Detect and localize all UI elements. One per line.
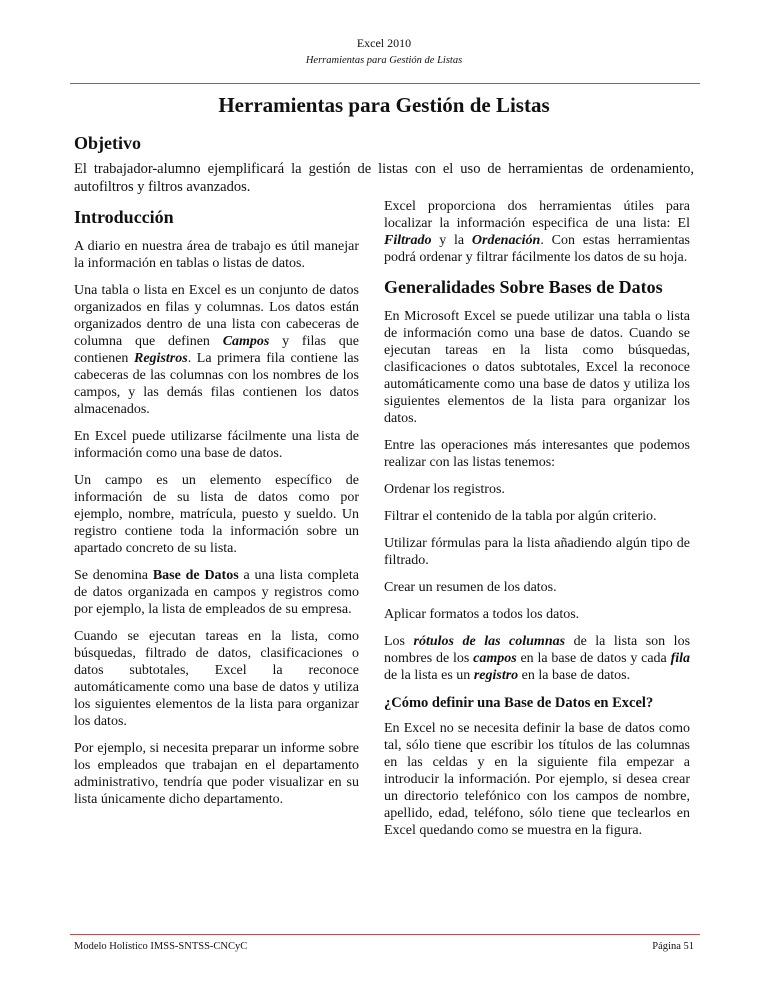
operation-item: Utilizar fórmulas para la lista añadiendo algún tipo de filtrado.	[384, 536, 690, 568]
left-paragraph-7: Por ejemplo, si necesita preparar un informe sobre los empleados que trabajan en el departamento administrativo, tendría que poder visualizar en su lista únicamente dicho departamento.	[74, 741, 359, 807]
generalidades-heading: Generalidades Sobre Bases de Datos	[384, 277, 663, 297]
footer-source: Modelo Holístico IMSS-SNTSS-CNCyC	[74, 941, 248, 952]
header-subtitle: Herramientas para Gestión de Listas	[305, 55, 463, 66]
operation-item: Crear un resumen de los datos.	[384, 580, 557, 595]
introduccion-heading: Introducción	[74, 207, 174, 227]
term-rotulos: rótulos de las columnas	[413, 634, 566, 649]
footer-divider	[70, 934, 700, 935]
left-paragraph-1: A diario en nuestra área de trabajo es útil manejar la información en tablas o listas de datos.	[74, 239, 359, 271]
left-paragraph-3: En Excel puede utilizarse fácilmente una lista de información como una base de datos.	[74, 429, 359, 461]
term-fila: fila	[670, 651, 691, 666]
left-paragraph-5: Se denomina Base de Datos a una lista completa de datos organizada en campos y registros como por ejemplo, la lista de empleados de su empresa.	[74, 568, 359, 617]
header-divider	[70, 83, 700, 84]
term-registro: registro	[473, 668, 519, 683]
term-campos-2: campos	[473, 651, 517, 666]
right-column	[384, 198, 690, 849]
objetivo-text: El trabajador-alumno ejemplificará la gestión de listas con el uso de herramientas de ordenamiento, autofiltros y filtros avanzados.	[74, 161, 694, 195]
term-base-de-datos: Base de Datos	[152, 568, 239, 583]
right-paragraph-5: En Excel no se necesita definir la base de datos como tal, sólo tiene que escribir los títulos de las columnas en las celdas y en la siguiente fila empezar a introducir la información. Por ejemplo, si desea crear un directorio telefónico con los campos de nombre, apellido, edad, teléfono, sólo tiene que teclearlos en Excel quedando como se muestra en la figura.	[384, 721, 690, 838]
term-registros: Registros	[134, 351, 188, 366]
right-paragraph-4: Los rótulos de las columnas de la lista son los nombres de los campos en la base de datos y cada fila de la lista es un registro en la base de datos.	[384, 634, 691, 683]
page-title: Herramientas para Gestión de Listas	[218, 93, 550, 117]
como-definir-heading: ¿Cómo definir una Base de Datos en Excel?	[384, 695, 654, 711]
term-campos: Campos	[222, 334, 270, 349]
left-paragraph-2: Una tabla o lista en Excel es un conjunto de datos organizados en filas y columnas. Los datos están organizados dentro de una lista con cabeceras de columna que definen Campos y filas que contienen Registros. La primera fila contiene las cabeceras de las columnas con los nombres de los campos, y las demás filas contienen los datos almacenados.	[74, 283, 359, 417]
left-column	[74, 198, 359, 818]
objetivo-heading: Objetivo	[74, 133, 141, 153]
right-paragraph-3: Entre las operaciones más interesantes que podemos realizar con las listas tenemos:	[384, 438, 690, 470]
left-paragraph-4: Un campo es un elemento específico de información de su lista de datos como por ejemplo, nombre, matrícula, puesto y sueldo. Un registro contiene toda la información sobre un apartado concreto de su lista.	[74, 473, 359, 556]
page-number: Página 51	[652, 941, 694, 952]
operation-item: Aplicar formatos a todos los datos.	[384, 607, 580, 622]
right-paragraph-2: En Microsoft Excel se puede utilizar una tabla o lista de información como una base de datos. Cuando se ejecutan tareas en la lista como búsquedas, clasificaciones o datos subtotales, Excel la reconoce automáticamente como una base de datos y utiliza los siguientes elementos de la lista para organizar los datos.	[384, 309, 690, 426]
left-paragraph-6: Cuando se ejecutan tareas en la lista, como búsquedas, filtrado de datos, clasificaciones o datos subtotales, Excel la reconoce automáticamente como una base de datos y utiliza los siguientes elementos de la lista para organizar los datos.	[74, 629, 359, 729]
term-ordenacion: Ordenación	[471, 233, 541, 248]
header-app-name: Excel 2010	[356, 36, 412, 50]
page-header	[0, 36, 768, 68]
term-filtrado: Filtrado	[384, 233, 432, 248]
operation-item: Filtrar el contenido de la tabla por algún criterio.	[384, 509, 657, 524]
right-paragraph-1: Excel proporciona dos herramientas útiles para localizar la información especifica de una lista: El Filtrado y la Ordenación. Con estas herramientas podrá ordenar y filtrar fácilmente los datos de su hoja.	[384, 199, 690, 265]
operation-item: Ordenar los registros.	[384, 482, 505, 497]
